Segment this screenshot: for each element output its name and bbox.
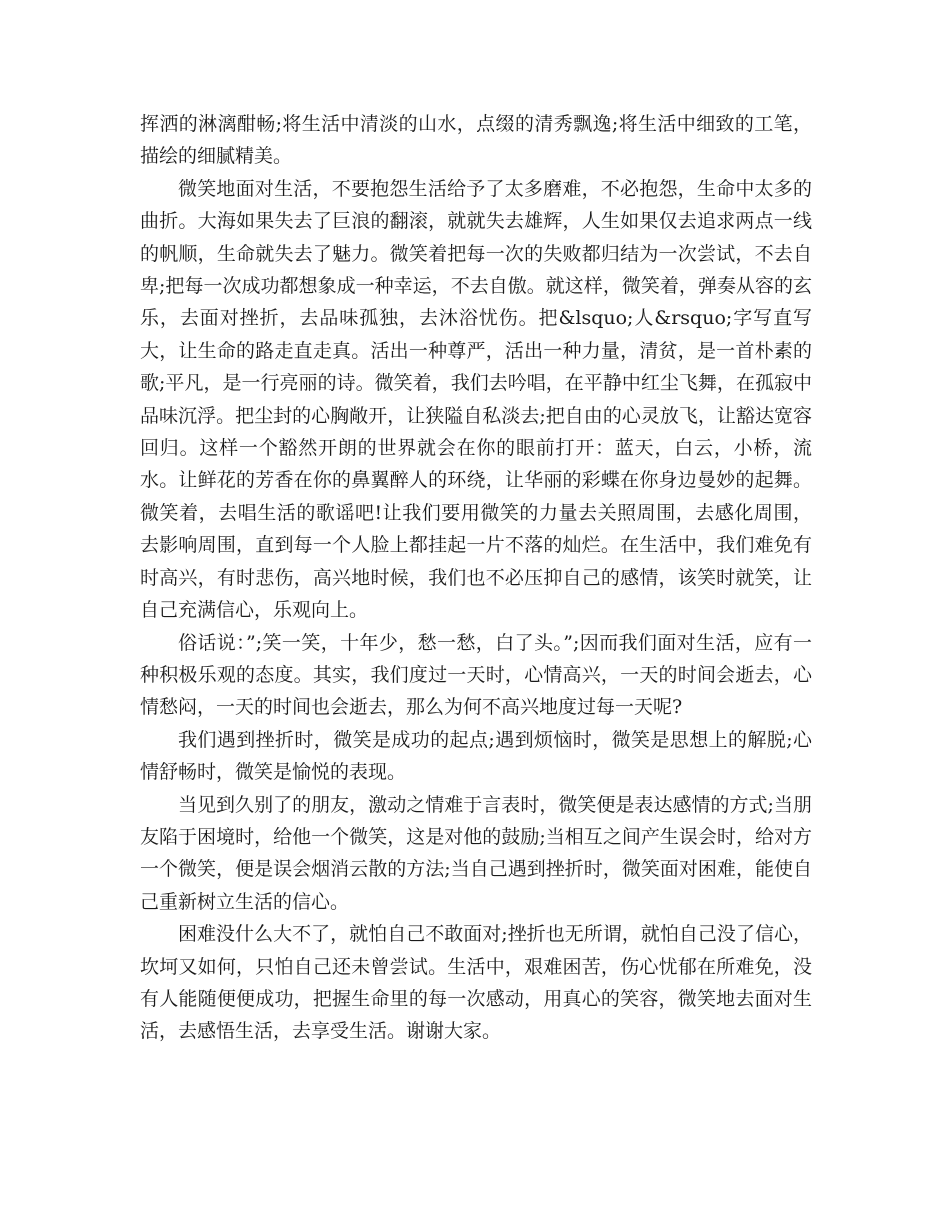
paragraph-smile-at-life: 微笑地面对生活，不要抱怨生活给予了太多磨难，不必抱怨，生命中太多的曲折。大海如果失去了巨浪的翻滚，就就失去雄辉，人生如果仅去追求两点一线的帆顺，生命就失去了魅力。微笑着把每一次的失败都归结为一次尝试，不去自卑;把每一次成功都想象成一种幸运，不去自傲。就这样，微笑着，弹奏从容的玄乐，去面对挫折，去品味孤独，去沐浴忧伤。把&lsquo;人&rsquo;字写直写大，让生命的路走直走真。活出一种尊严，活出一种力量，清贫，是一首朴素的歌;平凡，是一行亮丽的诗。微笑着，我们去吟唱，在平静中红尘飞舞，在孤寂中品味沉浮。把尘封的心胸敞开，让狭隘自私淡去;把自由的心灵放飞，让豁达宽容回归。这样一个豁然开朗的世界就会在你的眼前打开：蓝天，白云，小桥，流水。让鲜花的芳香在你的鼻翼醉人的环绕，让华丽的彩蝶在你身边曼妙的起舞。微笑着，去唱生活的歌谣吧!让我们要用微笑的力量去关照周围，去感化周围，去影响周围，直到每一个人脸上都挂起一片不落的灿烂。在生活中，我们难免有时高兴，有时悲伤，高兴地时候，我们也不必压抑自己的感情，该笑时就笑，让自己充满信心，乐观向上。 [140,177,812,622]
document-page [140,108,812,1048]
paragraph-proverb: 俗话说：”;笑一笑，十年少，愁一愁，白了头。”;因而我们面对生活，应有一种积极乐观的态度。其实，我们度过一天时，心情高兴，一天的时间会逝去，心情愁闷，一天的时间也会逝去，那么为何不高兴地度过每一天呢? [140,631,812,719]
paragraph-setbacks: 我们遇到挫折时，微笑是成功的起点;遇到烦恼时，微笑是思想上的解脱;心情舒畅时，微笑是愉悦的表现。 [140,728,812,784]
paragraph-closing: 困难没什么大不了，就怕自己不敢面对;挫折也无所谓，就怕自己没了信心，坎坷又如何，只怕自己还未曾尝试。生活中，艰难困苦，伤心忧郁在所难免，没有人能随便便成功，把握生命里的每一次感动，用真心的笑容，微笑地去面对生活，去感悟生活，去享受生活。谢谢大家。 [140,923,812,1043]
paragraph-friends: 当见到久别了的朋友，激动之情难于言表时，微笑便是表达感情的方式;当朋友陷于困境时，给他一个微笑，这是对他的鼓励;当相互之间产生误会时，给对方一个微笑，便是误会烟消云散的方法;当自己遇到挫折时，微笑面对困难，能使自己重新树立生活的信心。 [140,793,812,913]
paragraph-continuation: 挥洒的淋漓酣畅;将生活中清淡的山水，点缀的清秀飘逸;将生活中细致的工笔，描绘的细腻精美。 [140,113,812,168]
